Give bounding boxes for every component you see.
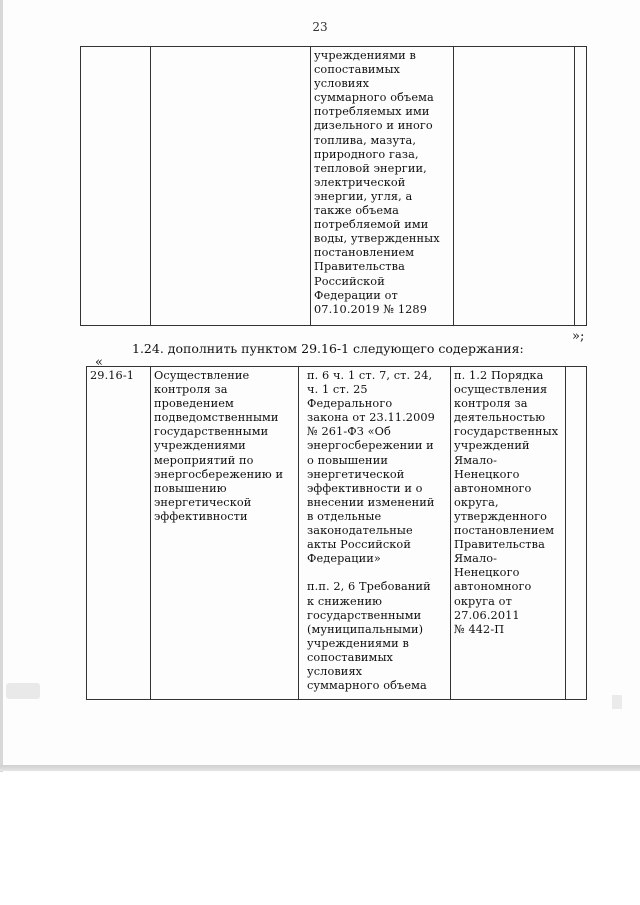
scan-smudge [612, 695, 622, 709]
item-number: 29.16-1 [90, 369, 135, 382]
amendment-instruction: 1.24. дополнить пунктом 29.16-1 следующего содержания: [132, 341, 524, 356]
scan-bottom-edge [0, 765, 640, 771]
legal-basis-text: п. 6 ч. 1 ст. 7, ст. 24, ч. 1 ст. 25 Федерального закона от 23.11.2009 № 261-ФЗ «Об энергосбережении и о повышении энергетической эффективности и о внесении изменений в отдельные законодательные акты Российской Федерации» п.п. 2, 6 Требований к снижению государственными (муниципальными) учреждениями в сопоставимых условиях суммарного объема [307, 369, 435, 693]
scan-edge-shadow [0, 0, 3, 772]
scan-smudge [6, 683, 40, 699]
new-item-table [86, 366, 587, 700]
item-number-cell [87, 367, 151, 700]
activity-text: Осуществление контроля за проведением подведомственными государственными учреждениями мероприятий по энергосбережению и повышению энергетической эффективности [154, 369, 284, 523]
opening-quote: « [95, 355, 103, 370]
legal-basis-cell [299, 367, 451, 700]
procedure-text: п. 1.2 Порядка осуществления контроля за деятельностью государственных учреждений Ямало- Ненецкого автономного округа, утвержденного постановлением Правительства Ямало- Ненецкого автономного округа от 27.06.2011 № 442-П [454, 369, 559, 636]
table1-cell-number [81, 47, 151, 326]
table1-cell-procedure [454, 47, 575, 326]
table1-legal-basis-text: учреждениями в сопоставимых условиях суммарного объема потребляемых ими дизельного и иного топлива, мазута, природного газа, тепловой энергии, электрической энергии, угля, а также объема потребляемой ими воды, утвержденных постановлением Правительства Российской Федерации от 07.10.2019 № 1289 [314, 49, 440, 316]
page-number: 23 [312, 20, 328, 34]
extra-cell [566, 367, 587, 700]
table1-cell-legal-basis [311, 47, 454, 326]
table1-cell-activity [151, 47, 311, 326]
continued-table [80, 46, 587, 326]
closing-quote: »; [572, 329, 585, 344]
procedure-cell [451, 367, 566, 700]
activity-cell [151, 367, 299, 700]
table1-cell-extra [575, 47, 587, 326]
